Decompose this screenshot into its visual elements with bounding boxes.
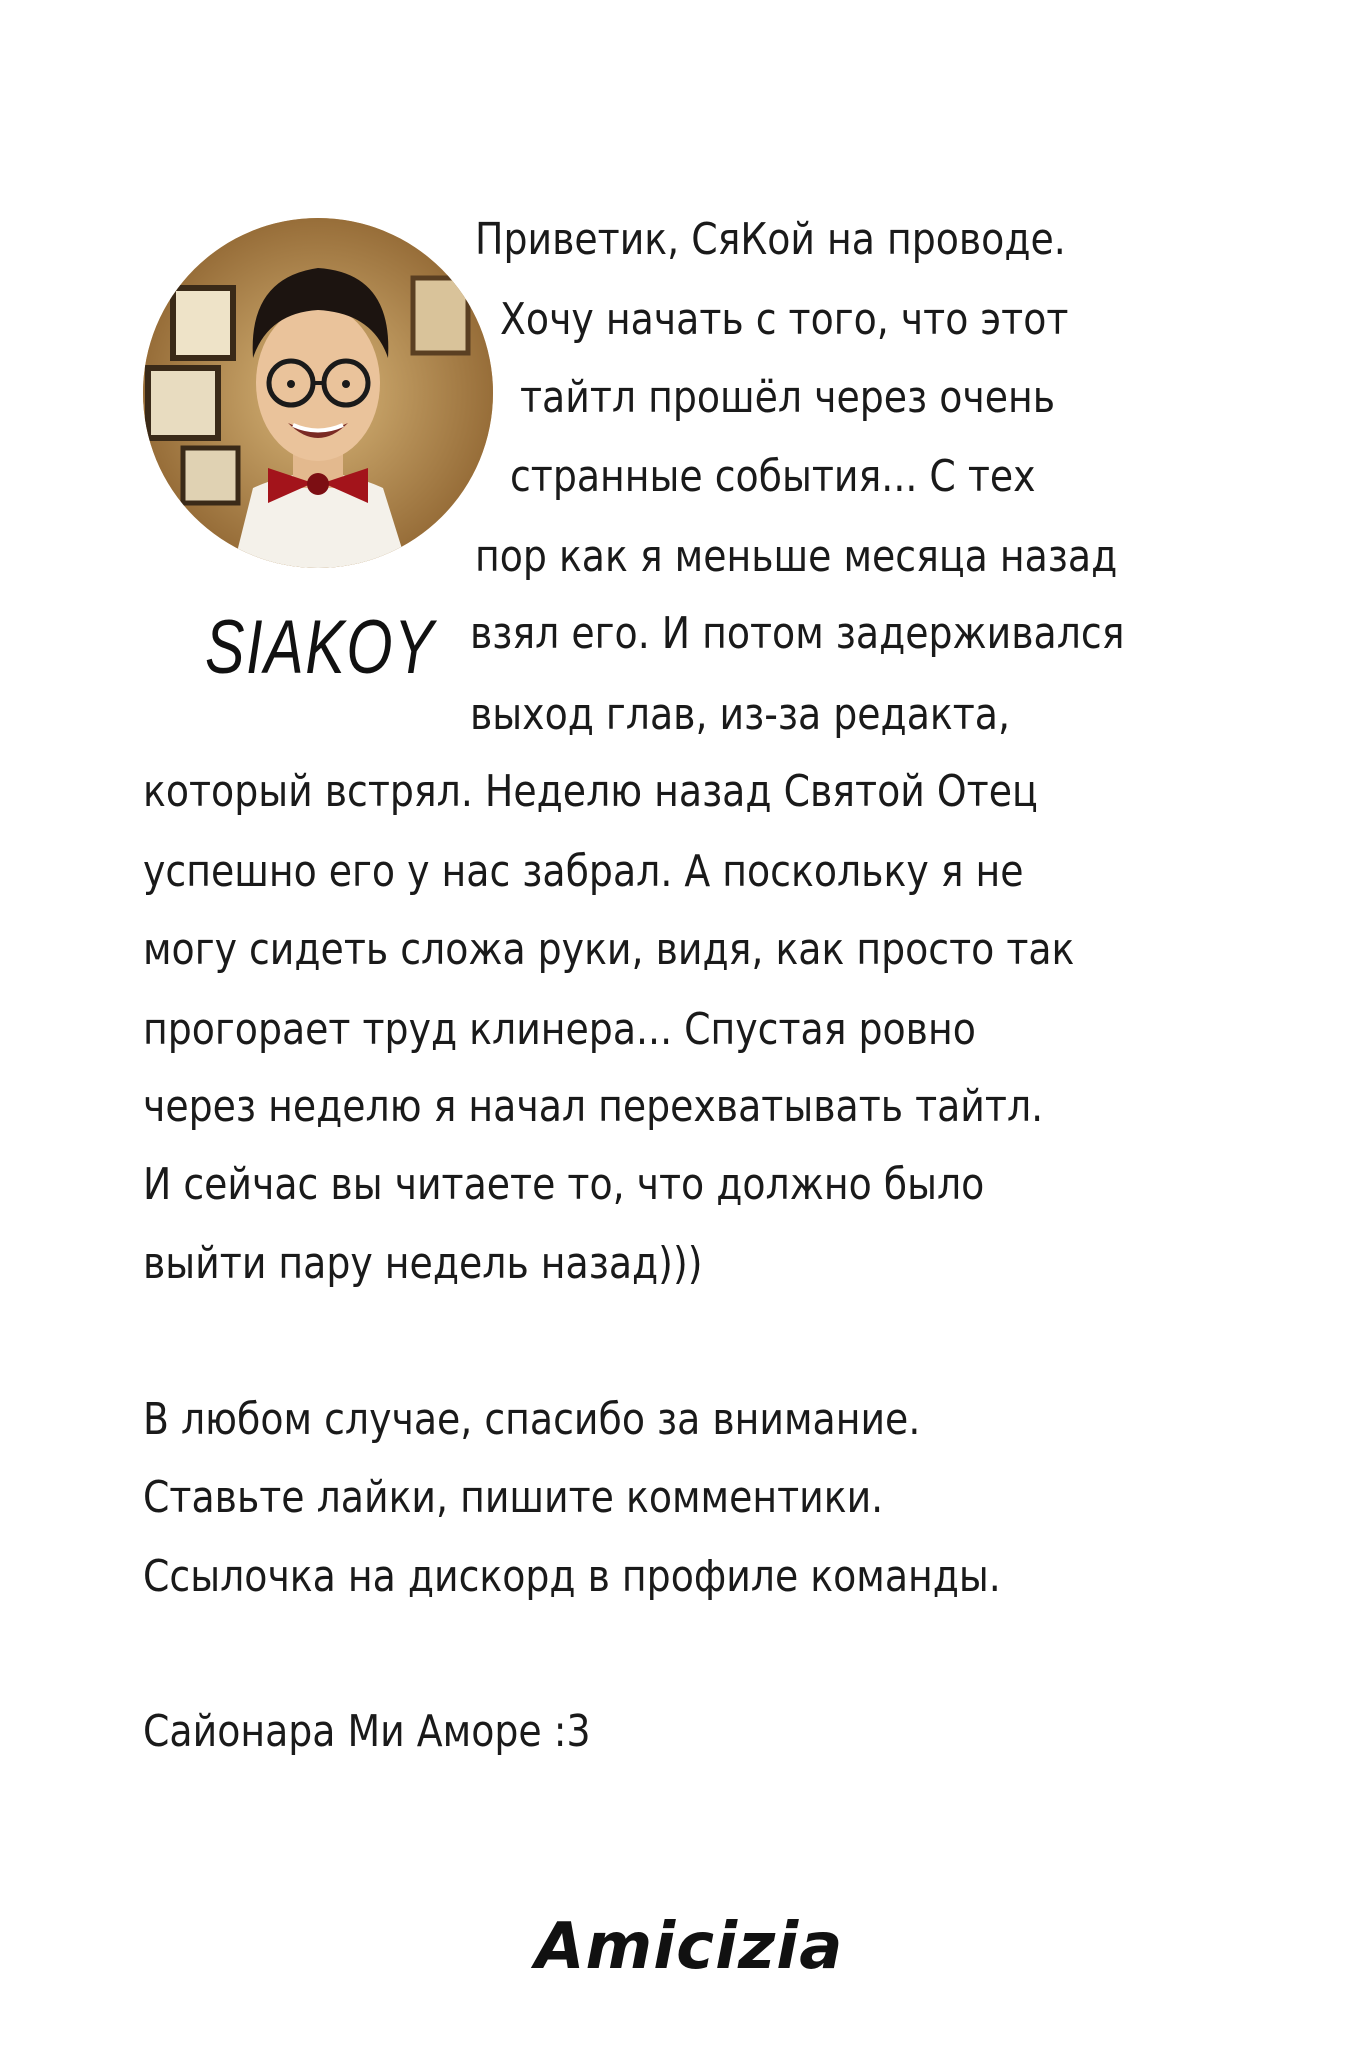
- author-avatar: [143, 218, 493, 568]
- closing-line: Ссылочка на дискорд в профиле команды.: [143, 1551, 1001, 1602]
- message-line: через неделю я начал перехватывать тайтл.: [143, 1081, 1044, 1132]
- farewell-line: Сайонара Ми Аморе :3: [143, 1706, 591, 1757]
- message-line: Хочу начать с того, что этот: [500, 294, 1069, 345]
- message-line: пор как я меньше месяца назад: [475, 531, 1118, 582]
- message-line: прогорает труд клинера... Спустая ровно: [143, 1004, 976, 1055]
- message-line: могу сидеть сложа руки, видя, как просто так: [143, 924, 1075, 975]
- message-line: Приветик, СяКой на проводе.: [475, 214, 1066, 265]
- message-line: выйти пару недель назад))): [143, 1238, 703, 1289]
- team-logo: Amicizia: [535, 1910, 844, 1984]
- message-line: выход глав, из-за редакта,: [470, 689, 1010, 740]
- message-line: тайтл прошёл через очень: [520, 372, 1056, 423]
- message-line: взял его. И потом задерживался: [470, 608, 1125, 659]
- closing-line: В любом случае, спасибо за внимание.: [143, 1394, 921, 1445]
- closing-line: Ставьте лайки, пишите комментики.: [143, 1472, 884, 1523]
- message-line: который встрял. Неделю назад Святой Отец: [143, 766, 1038, 817]
- message-line: странные события... С тех: [510, 451, 1036, 502]
- avatar-portrait-icon: [143, 218, 493, 568]
- message-line: успешно его у нас забрал. А поскольку я не: [143, 846, 1024, 897]
- author-signature: SIAKOY: [205, 605, 436, 690]
- message-line: И сейчас вы читаете то, что должно было: [143, 1159, 985, 1210]
